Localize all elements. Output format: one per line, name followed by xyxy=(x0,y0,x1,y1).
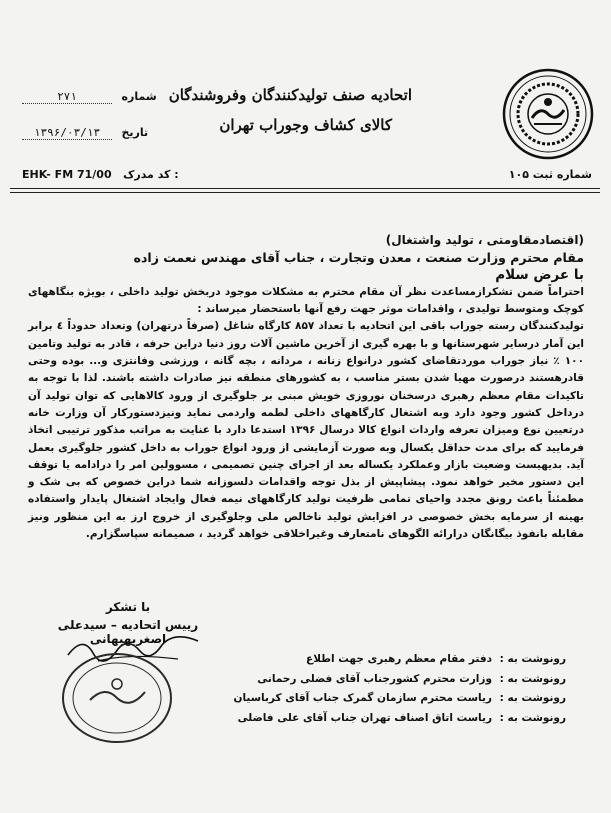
cc-label: رونوشت به : xyxy=(499,692,566,704)
cc-label: رونوشت به : xyxy=(499,672,566,685)
signatory: رییس اتحادیه – سیدعلی اصغربهبهانی xyxy=(57,618,199,646)
cc-text: دفتر مقام معظم رهبری جهت اطلاع xyxy=(306,653,492,665)
cc-list xyxy=(233,650,566,728)
thanks: با تشکر xyxy=(105,600,151,614)
official-stamp-icon xyxy=(60,650,175,745)
org-name-line2: کالای کشاف وجوراب تهران xyxy=(219,116,392,134)
cc-item xyxy=(233,689,566,709)
cc-label: رونوشت به : xyxy=(499,653,566,665)
org-name-line1: اتحادیه صنف تولیدکنندگان وفروشندگان xyxy=(168,86,412,104)
cc-item xyxy=(236,650,566,670)
registration-number: شماره ثبت ۱۰۵ xyxy=(508,168,592,181)
form-code-row xyxy=(22,168,179,181)
number-value: ۲۷۱ xyxy=(22,90,112,104)
greeting: با عرض سلام xyxy=(495,266,584,283)
cc-text: وزارت محترم کشورجناب آقای فضلی رحمانی xyxy=(257,672,492,685)
form-code: EHK- FM 71/00 xyxy=(22,168,112,181)
letterhead xyxy=(12,68,602,186)
date-value: ۱۳۹۶/۰۳/۱۳ xyxy=(22,126,112,140)
number-label: شماره xyxy=(121,90,157,103)
cc-label: رونوشت به : xyxy=(499,711,566,724)
cc-item xyxy=(236,670,566,690)
letter-body xyxy=(28,232,584,543)
paragraph-main: تولیدکنندگان رسته جوراب باقی این اتحادیه با تعداد ۸۵۷ کارگاه شاغل (صرفاً درتهران) وتعداد حدوداً ٤ برابر این آمار درسایر شهرستانها و با بهره گیری از آخرین ماشین آلات روز دنیا دراین حرفه ، قادر به تولید وتامین ۱۰۰ ٪ نیاز جوراب موردتقاضای کشور درانواع زنانه ، مردانه ، بچه گانه ، ورزشی وفانتزی و... بوده وحتی قادرهستند درصورت مهیا شدن بستر مناسب ، به کشورهای منطقه نیز صادرات داشته باشند. لذا با توجه به تاکیدات مقام معظم رهبری درسخنان نوروزی خویش مبنی بر جلوگیری از ورود کالاهایی که توان تولید آن درداخل کشور وجود دارد وبه اشتغال کارگاههای داخلی لطمه واردمی نماید ونیزدستورکار آن وزارت خانه درتعیین نوع ومیزان تعرفه واردات انواع کالا درسال ۱۳۹۶ استدعا دارد با عنایت به مراتب مذکور ترتیبی اتخاذ فرمایید که برای مدت حداقل یکسال وبه صورت آزمایشی از ورود انواع جوراب به داخل کشور جلوگیری بعمل آید. بدیهیست وضعیت بازار وعملکرد یکساله بعد از اجرای چنین تصمیمی ، مسوولین امر را درادامه یا توقف این دستور مخیر خواهد نمود. پیشاپیش از بذل توجه واقدامات دلسوزانه شما دراین خصوص که بی شک و مطمئناً باعث رونق مجدد واحیای تمامی ظرفیت تولید کارگاههای نیمه فعال وایجاد اشتغال پایدار واستفاده بهینه از سرمایه بخش خصوصی در افزایش تولید ناخالص ملی وجلوگیری از خروج ارز به این منظور ونیز مقابله بانفوذ بیگانگان درارائه الگوهای نامتعارف وغیراخلاقی خواهد گردید ، صمیمانه سپاسگزارم. xyxy=(28,320,584,541)
letter-date-row xyxy=(22,126,148,140)
header-divider-bottom xyxy=(10,192,600,193)
union-seal-icon xyxy=(502,68,594,160)
cc-item xyxy=(236,709,566,729)
cc-text: ریاست اتاق اصناف تهران جناب آقای علی فاضلی xyxy=(237,711,492,724)
header-divider-top xyxy=(10,188,600,189)
form-code-label: کد مدرک : xyxy=(123,168,179,181)
letter-number-row xyxy=(22,90,157,104)
paragraph-intro: احتراماً ضمن تشکرازمساعدت نظر آن مقام محترم به مشکلات موجود دربخش تولید داخلی ، بویژه بنگاههای کوچک ومتوسط تولیدی ، واقدامات موثر جهت رفع آنها باستحضار میرساند : xyxy=(28,285,584,316)
date-label: تاریخ xyxy=(121,126,149,139)
cc-text: ریاست محترم سازمان گمرک جناب آقای کرباسیان xyxy=(233,692,492,704)
addressee: مقام محترم وزارت صنعت ، معدن وتجارت ، جناب آقای مهندس نعمت زاده xyxy=(133,250,584,266)
slogan: (اقتصادمقاومتی ، تولید واشتغال) xyxy=(385,233,584,247)
